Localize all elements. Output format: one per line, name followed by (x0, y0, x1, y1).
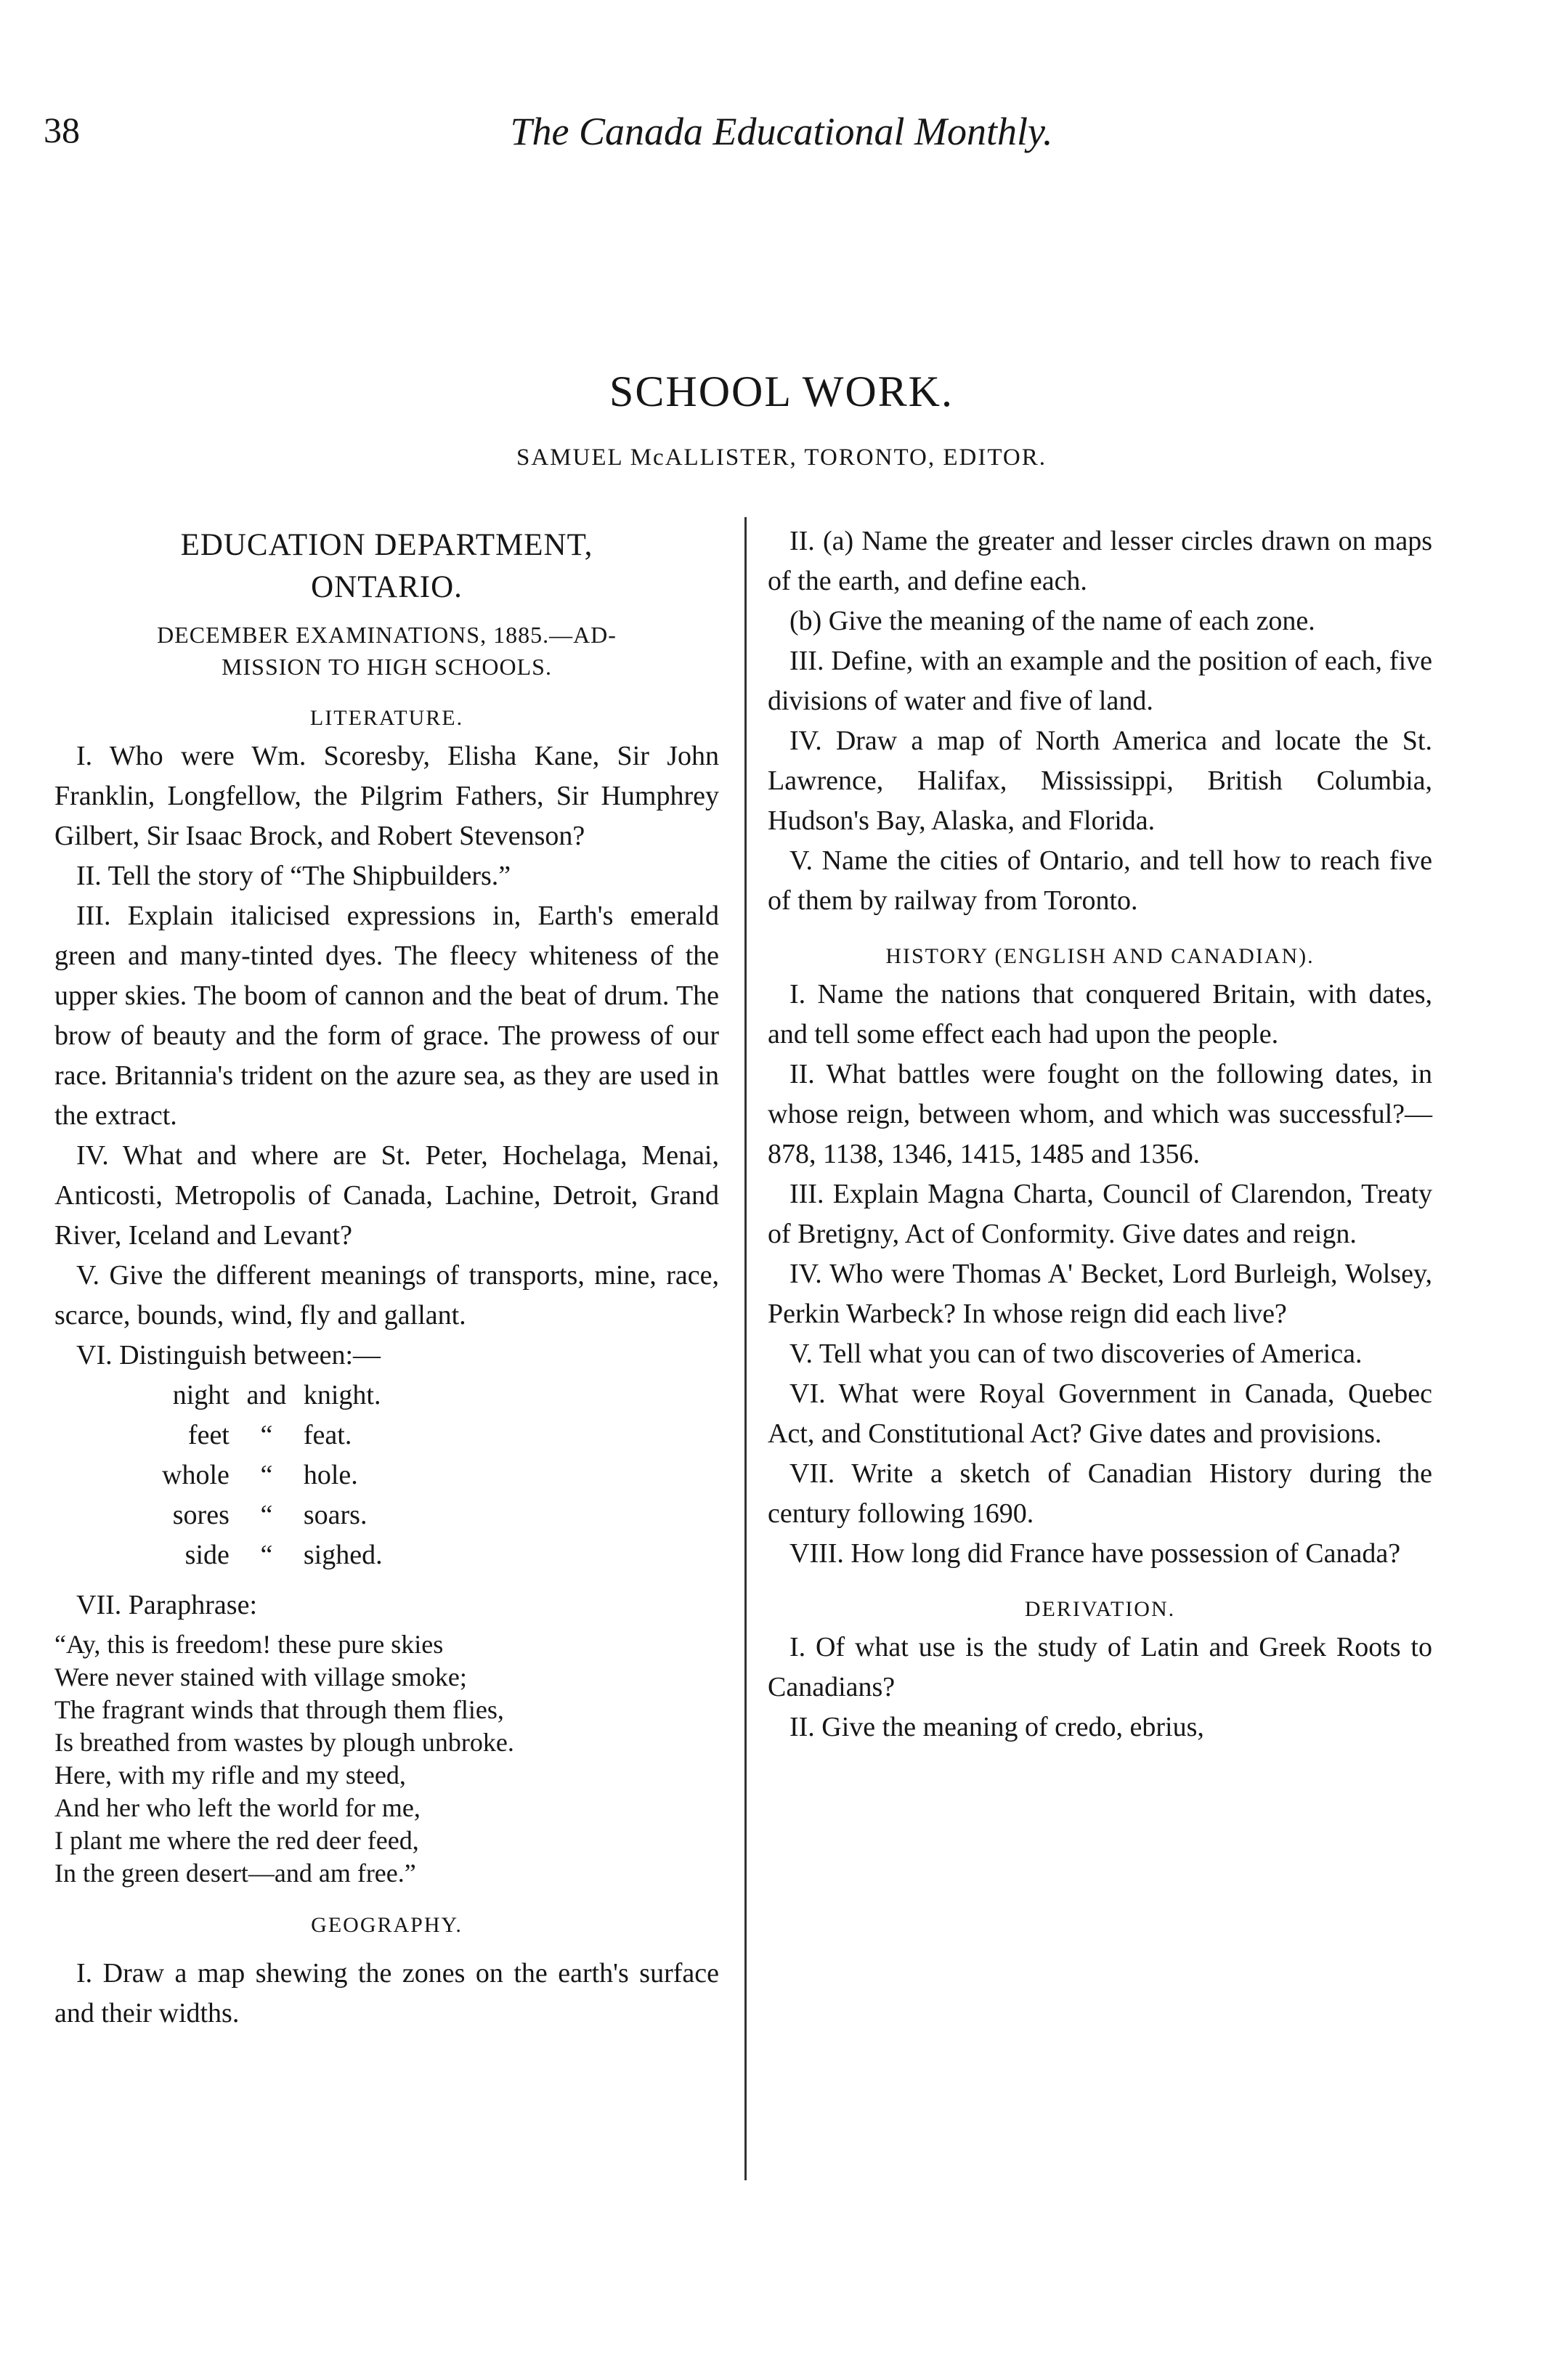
exam-title (54, 619, 719, 683)
history-question-6: VI. What were Royal Government in Canada, Quebec Act, and Constitutional Act? Give dates and provisions. (768, 1378, 1432, 1449)
derivation-question-2: II. Give the meaning of credo, ebrius, (789, 1712, 1204, 1742)
geography-question-4: IV. Draw a map of North America and locate the St. Lawrence, Halifax, Mississippi, British Columbia, Hudson's Bay, Alaska, and Florida. (768, 726, 1432, 836)
literature-question-5: V. Give the different meanings of transports, mine, race, scarce, bounds, wind, fly and gallant. (54, 1260, 719, 1331)
history-question-5: V. Tell what you can of two discoveries of America. (789, 1339, 1363, 1369)
left-column (54, 524, 719, 2034)
derivation-question-1: I. Of what use is the study of Latin and Greek Roots to Canadians? (768, 1632, 1432, 1702)
derivation-heading: DERIVATION. (1024, 1597, 1176, 1621)
distinguish-row: feet “ feat. (187, 1420, 352, 1450)
column-divider (744, 517, 747, 2180)
literature-question-7: VII. Paraphrase: (76, 1590, 258, 1620)
history-question-1: I. Name the nations that conquered Britain, with dates, and tell some effect each had upon the people. (768, 979, 1432, 1049)
page-number: 38 (44, 110, 80, 150)
poem-line: “Ay, this is freedom! these pure skies (54, 1630, 444, 1659)
geography-question-3: III. Define, with an example and the position of each, five divisions of water and five of land. (768, 646, 1432, 716)
exam-title-line-1: DECEMBER EXAMINATIONS, 1885.—AD- (157, 622, 617, 648)
poem-line: I plant me where the red deer feed, (54, 1826, 419, 1855)
literature-question-6: VI. Distinguish between:— (76, 1340, 381, 1370)
poem-excerpt (54, 1628, 719, 1890)
province-heading: ONTARIO. (311, 570, 463, 604)
history-question-4: IV. Who were Thomas A' Becket, Lord Burleigh, Wolsey, Perkin Warbeck? In whose reign did each live? (768, 1259, 1432, 1329)
poem-line: Here, with my rifle and my steed, (54, 1760, 406, 1790)
distinguish-row: whole “ hole. (162, 1460, 358, 1490)
distinguish-row: night and knight. (172, 1380, 381, 1410)
literature-heading: LITERATURE. (309, 706, 464, 730)
history-question-3: III. Explain Magna Charta, Council of Clarendon, Treaty of Bretigny, Act of Conformity. Give dates and reign. (768, 1179, 1432, 1249)
history-question-2: II. What battles were fought on the following dates, in whose reign, between whom, and which was successful?—878, 1138, 1346, 1415, 1485 and 1356. (768, 1059, 1432, 1169)
poem-line: Were never stained with village smoke; (54, 1662, 467, 1691)
history-question-8: VIII. How long did France have possession of Canada? (789, 1538, 1401, 1569)
poem-line: Is breathed from wastes by plough unbroke. (54, 1728, 514, 1757)
distinguish-row: side “ sighed. (184, 1540, 383, 1570)
running-head: The Canada Educational Monthly. (510, 110, 1053, 153)
right-column (768, 521, 1432, 1747)
editor-line: SAMUEL McALLISTER, TORONTO, EDITOR. (516, 444, 1047, 471)
history-heading: HISTORY (ENGLISH AND CANADIAN). (885, 944, 1315, 968)
geography-question-2a: II. (a) Name the greater and lesser circles drawn on maps of the earth, and define each. (768, 526, 1432, 596)
geography-question-1: I. Draw a map shewing the zones on the earth's surface and their widths. (54, 1958, 719, 2028)
distinguish-row: sores “ soars. (172, 1500, 368, 1530)
geography-question-5: V. Name the cities of Ontario, and tell how to reach five of them by railway from Toronto. (768, 845, 1432, 916)
geography-question-2b: (b) Give the meaning of the name of each zone. (789, 606, 1315, 636)
poem-line: And her who left the world for me, (54, 1793, 421, 1822)
department-heading: EDUCATION DEPARTMENT, (180, 528, 593, 562)
literature-question-2: II. Tell the story of “The Shipbuilders.” (76, 861, 511, 891)
distinguish-table (156, 1376, 389, 1575)
literature-question-1: I. Who were Wm. Scoresby, Elisha Kane, Sir John Franklin, Longfellow, the Pilgrim Fathers, Sir Humphrey Gilbert, Sir Isaac Brock, and Robert Stevenson? (54, 741, 719, 851)
poem-line: The fragrant winds that through them flies, (54, 1695, 504, 1724)
poem-line: In the green desert—and am free.” (54, 1859, 416, 1888)
exam-title-line-2: MISSION TO HIGH SCHOOLS. (222, 654, 552, 680)
literature-question-3: III. Explain italicised expressions in, Earth's emerald green and many-tinted dyes. The fleecy whiteness of the upper skies. The boom of cannon and the beat of drum. The brow of beauty and the form of grace. The prowess of our race. Britannia's trident on the azure sea, as they are used in the extract. (54, 901, 719, 1131)
geography-heading: GEOGRAPHY. (311, 1913, 463, 1937)
history-question-7: VII. Write a sketch of Canadian History during the century following 1690. (768, 1458, 1432, 1529)
section-title: SCHOOL WORK. (609, 367, 954, 415)
literature-question-4: IV. What and where are St. Peter, Hochelaga, Menai, Anticosti, Metropolis of Canada, Lachine, Detroit, Grand River, Iceland and Levant? (54, 1140, 719, 1251)
